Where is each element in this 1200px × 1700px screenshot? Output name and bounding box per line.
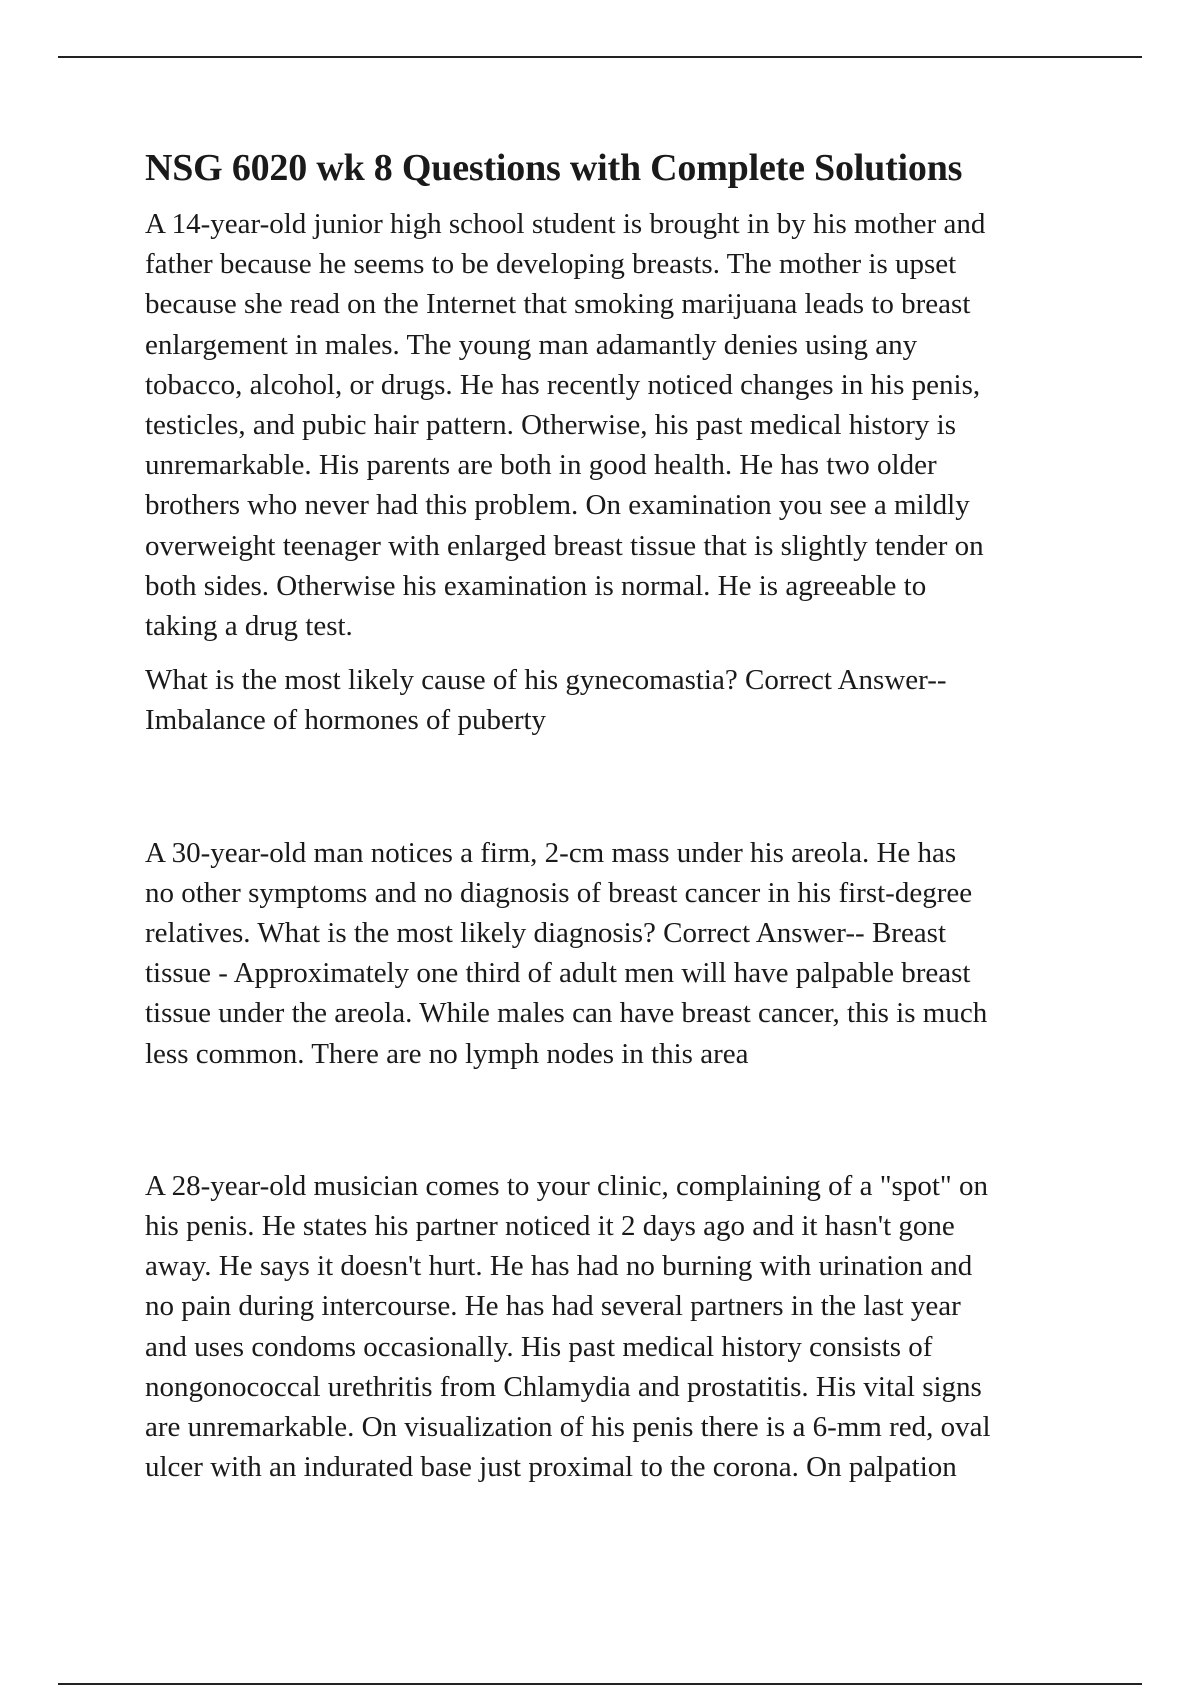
- text-line: because she read on the Internet that smoking marijuana leads to breast: [145, 288, 971, 321]
- spacer: [145, 1074, 1095, 1166]
- text-line: tissue - Approximately one third of adult men will have palpable breast: [145, 957, 971, 990]
- text-line: brothers who never had this problem. On examination you see a mildly: [145, 489, 970, 522]
- text-line: A 14-year-old junior high school student is brought in by his mother and: [145, 208, 986, 240]
- text-line: unremarkable. His parents are both in good health. He has two older: [145, 449, 937, 482]
- text-line: and uses condoms occasionally. His past medical history consists of: [145, 1330, 933, 1363]
- text-line: tissue under the areola. While males can have breast cancer, this is much: [145, 997, 988, 1030]
- question-3: [145, 1166, 1095, 1488]
- spacer: [145, 646, 1095, 660]
- question-2: [145, 833, 1095, 1074]
- question-1-answer: [145, 660, 1095, 740]
- text-line: What is the most likely cause of his gynecomastia? Correct Answer--: [145, 664, 947, 697]
- text-line: enlargement in males. The young man adamantly denies using any: [145, 328, 918, 361]
- top-rule: [58, 56, 1142, 58]
- text-line: away. He says it doesn't hurt. He has had no burning with urination and: [145, 1250, 973, 1283]
- document-body: [145, 142, 1095, 1487]
- text-line: ulcer with an indurated base just proximal to the corona. On palpation: [145, 1451, 957, 1484]
- text-line: testicles, and pubic hair pattern. Otherwise, his past medical history is: [145, 409, 956, 442]
- bottom-rule: [58, 1683, 1142, 1685]
- text-line: his penis. He states his partner noticed it 2 days ago and it hasn't gone: [145, 1210, 955, 1243]
- text-line: no other symptoms and no diagnosis of breast cancer in his first-degree: [145, 876, 973, 909]
- text-line: A 28-year-old musician comes to your clinic, complaining of a "spot" on: [145, 1169, 988, 1202]
- document-title: NSG 6020 wk 8 Questions with Complete Solutions: [145, 147, 963, 189]
- text-line: both sides. Otherwise his examination is normal. He is agreeable to: [145, 569, 927, 602]
- text-line: less common. There are no lymph nodes in this area: [145, 1037, 749, 1070]
- text-line: A 30-year-old man notices a firm, 2-cm mass under his areola. He has: [145, 836, 957, 869]
- text-line: taking a drug test.: [145, 610, 353, 643]
- text-line: father because he seems to be developing breasts. The mother is upset: [145, 248, 957, 281]
- text-line: nongonococcal urethritis from Chlamydia and prostatitis. His vital signs: [145, 1370, 982, 1403]
- question-1-case: [145, 204, 1095, 646]
- text-line: are unremarkable. On visualization of his penis there is a 6-mm red, oval: [145, 1411, 991, 1444]
- text-line: relatives. What is the most likely diagnosis? Correct Answer-- Breast: [145, 917, 947, 950]
- text-line: Imbalance of hormones of puberty: [145, 704, 547, 737]
- spacer: [145, 741, 1095, 833]
- text-line: no pain during intercourse. He has had several partners in the last year: [145, 1290, 961, 1323]
- text-line: overweight teenager with enlarged breast tissue that is slightly tender on: [145, 529, 984, 562]
- text-line: tobacco, alcohol, or drugs. He has recently noticed changes in his penis,: [145, 368, 981, 401]
